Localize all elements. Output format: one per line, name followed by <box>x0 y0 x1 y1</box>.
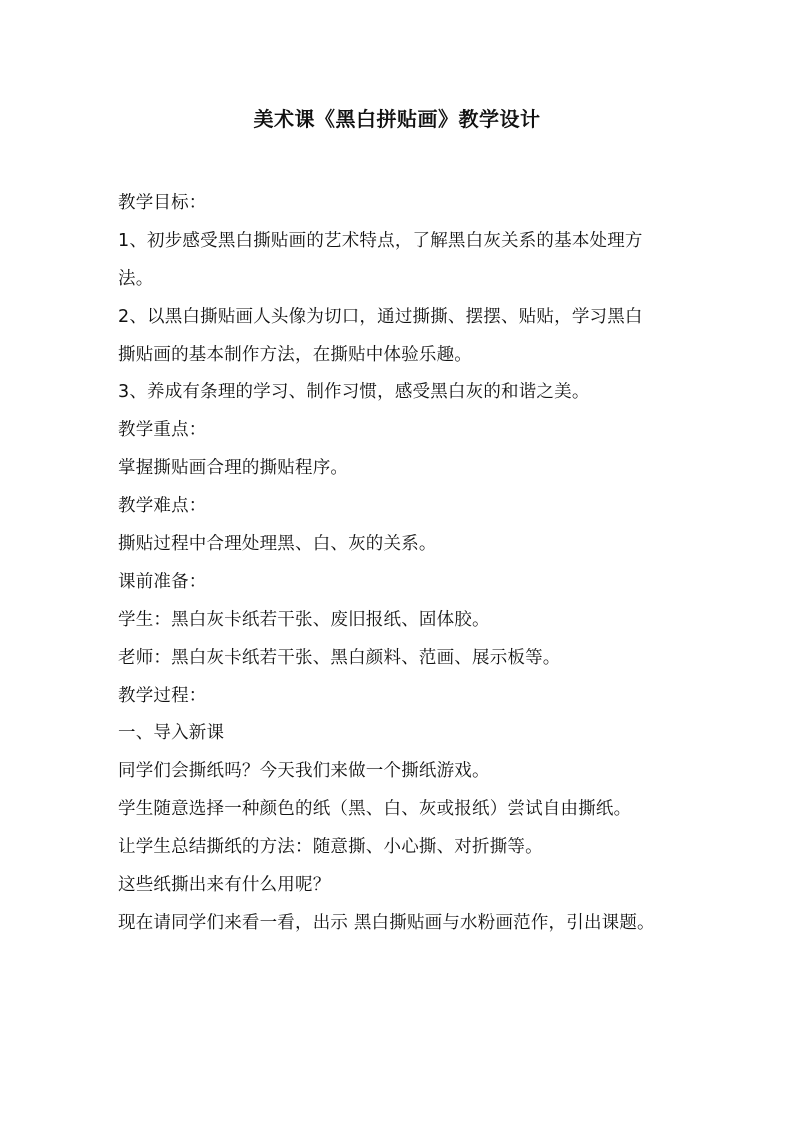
difficulty-text: 撕贴过程中合理处理黑、白、灰的关系。 <box>118 534 437 555</box>
document-title: 美术课《黑白拼贴画》教学设计 <box>253 107 541 131</box>
objective-2-line-2: 撕贴画的基本制作方法，在撕贴中体验乐趣。 <box>118 344 472 365</box>
objective-1-line-2: 法。 <box>118 268 154 289</box>
section-heading-key-points: 教学重点： <box>118 420 207 441</box>
process-paragraph: 同学们会撕纸吗？今天我们来做一个撕纸游戏。 <box>118 761 490 782</box>
process-step-1-heading: 一、导入新课 <box>118 723 225 744</box>
document-body <box>118 185 678 943</box>
key-point-text: 掌握撕贴画合理的撕贴程序。 <box>118 458 349 479</box>
objective-2-line-1: 2、以黑白撕贴画人头像为切口，通过撕撕、摆摆、贴贴，学习黑白 <box>118 306 643 327</box>
process-paragraph: 现在请同学们来看一看，出示 黑白撕贴画与水粉画范作，引出课题。 <box>118 912 655 933</box>
process-paragraph: 让学生总结撕纸的方法：随意撕、小心撕、对折撕等。 <box>118 837 543 858</box>
process-paragraph: 这些纸撕出来有什么用呢？ <box>118 875 331 896</box>
section-heading-preparation: 课前准备： <box>118 571 207 592</box>
section-heading-difficulties: 教学难点： <box>118 496 207 517</box>
section-heading-process: 教学过程： <box>118 685 207 706</box>
process-paragraph: 学生随意选择一种颜色的纸（黑、白、灰或报纸）尝试自由撕纸。 <box>118 799 632 820</box>
section-heading-objectives: 教学目标： <box>118 193 207 213</box>
preparation-students: 学生：黑白灰卡纸若干张、废旧报纸、固体胶。 <box>118 609 490 630</box>
objective-3: 3、养成有条理的学习、制作习惯，感受黑白灰的和谐之美。 <box>118 382 590 403</box>
objective-1-line-1: 1、初步感受黑白撕贴画的艺术特点，了解黑白灰关系的基本处理方 <box>118 230 643 251</box>
preparation-teacher: 老师：黑白灰卡纸若干张、黑白颜料、范画、展示板等。 <box>118 647 561 668</box>
